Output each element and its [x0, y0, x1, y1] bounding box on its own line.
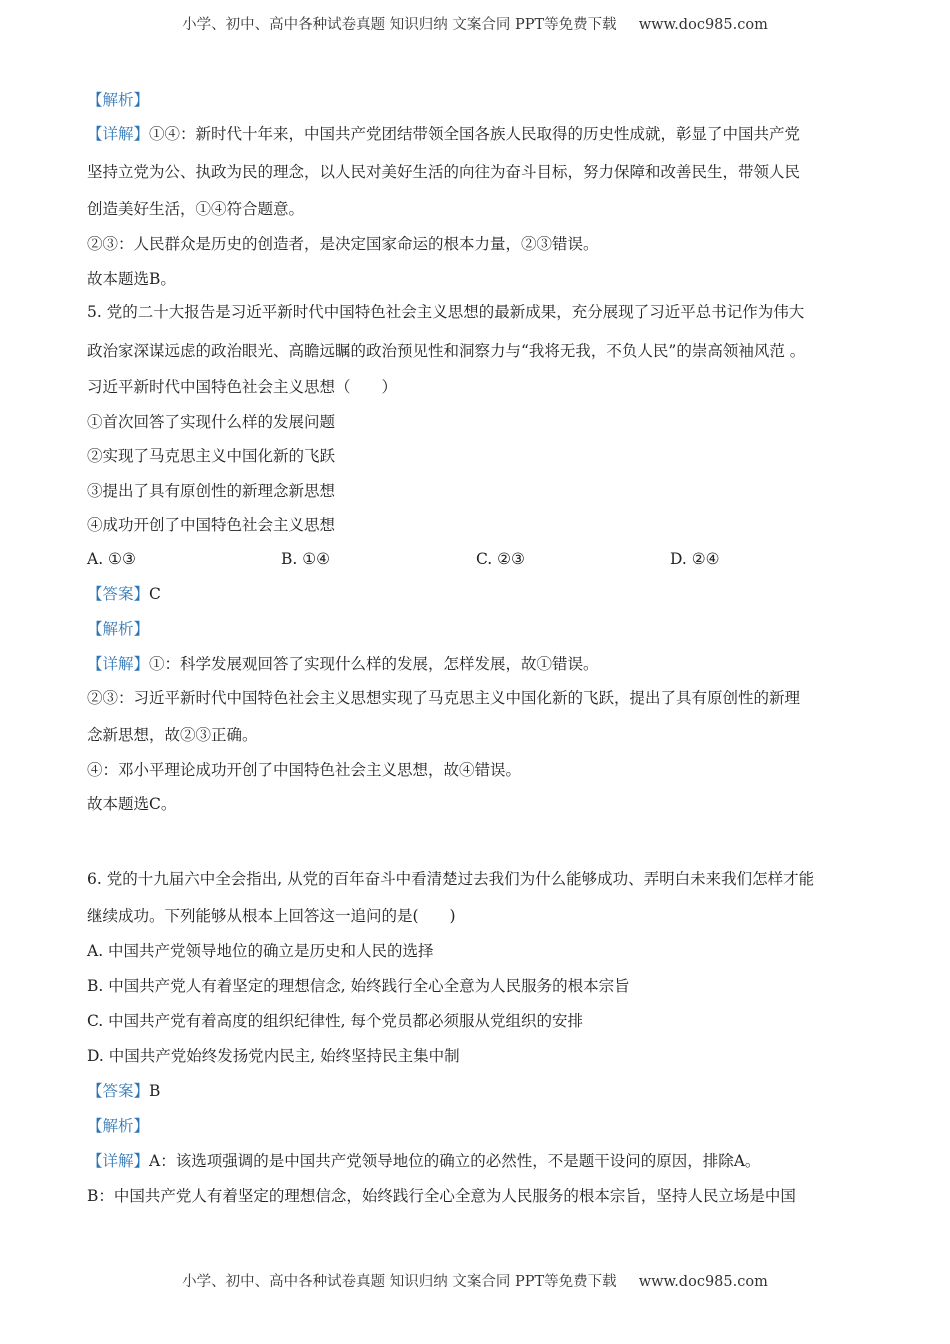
q5-detail-line: ②③：习近平新时代中国特色社会主义思想实现了马克思主义中国化新的飞跃，提出了具有原创性的新理: [87, 689, 801, 707]
q5-stem-line: 政治家深谋远虑的政治眼光、高瞻远瞩的政治预见性和洞察力与“我将无我，不负人民”的崇高领袖风范 。: [87, 342, 806, 360]
q5-option-d: D. ②④: [670, 550, 720, 568]
q6-option-b: B. 中国共产党人有着坚定的理想信念, 始终践行全心全意为人民服务的根本宗旨: [87, 977, 630, 995]
q4-detail-line: 坚持立党为公、执政为民的理念，以人民对美好生活的向往为奋斗目标，努力保障和改善民生，带领人民: [87, 163, 801, 181]
detail-tag: 【详解】: [87, 125, 150, 143]
page-header: [0, 13, 950, 34]
q6-detail-text: A：该选项强调的是中国共产党领导地位的确立的必然性，不是题干设问的原因，排除A。: [149, 1152, 761, 1170]
q6-option-a: A. 中国共产党领导地位的确立是历史和人民的选择: [87, 942, 434, 960]
q5-option-c: C. ②③: [476, 550, 525, 568]
q5-statement: ③提出了具有原创性的新理念新思想: [87, 482, 336, 500]
analysis-tag: 【解析】: [87, 620, 150, 638]
q5-detail-line: [87, 654, 599, 674]
q5-detail-line: 念新思想，故②③正确。: [87, 726, 258, 744]
q5-option-a: A. ①③: [87, 550, 136, 568]
answer-tag: 【答案】: [87, 585, 150, 603]
q5-detail-line: ④：邓小平理论成功开创了中国特色社会主义思想，故④错误。: [87, 761, 522, 779]
q6-detail-line: [87, 1151, 760, 1171]
q4-detail-line: ②③：人民群众是历史的创造者，是决定国家命运的根本力量，②③错误。: [87, 235, 599, 253]
analysis-tag: 【解析】: [87, 91, 150, 109]
q6-detail-line: B：中国共产党人有着坚定的理想信念，始终践行全心全意为人民服务的根本宗旨，坚持人民立场是中国: [87, 1187, 796, 1205]
q5-answer: [87, 584, 161, 604]
detail-tag: 【详解】: [87, 1152, 150, 1170]
q6-option-c: C. 中国共产党有着高度的组织纪律性, 每个党员都必须服从党组织的安排: [87, 1012, 584, 1030]
q4-detail-line: [87, 124, 800, 144]
q5-detail-text: ①：科学发展观回答了实现什么样的发展，怎样发展，故①错误。: [149, 655, 599, 673]
q6-stem-line: 6. 党的十九届六中全会指出, 从党的百年奋斗中看清楚过去我们为什么能够成功、弄明白未来我们怎样才能: [87, 870, 815, 888]
q5-statement: ④成功开创了中国特色社会主义思想: [87, 516, 336, 534]
q6-answer-value: B: [149, 1082, 161, 1100]
answer-tag: 【答案】: [87, 1082, 150, 1100]
q4-conclusion: 故本题选B。: [87, 270, 176, 288]
detail-tag: 【详解】: [87, 655, 150, 673]
q5-stem-line: 习近平新时代中国特色社会主义思想（ ）: [87, 378, 398, 396]
q4-detail-text: ①④：新时代十年来，中国共产党团结带领全国各族人民取得的历史性成就，彰显了中国共产党: [149, 125, 801, 143]
header-text: 小学、初中、高中各种试卷真题 知识归纳 文案合同 PPT等免费下载: [182, 17, 617, 33]
q5-option-b: B. ①④: [281, 550, 331, 568]
q5-answer-value: C: [149, 585, 161, 603]
q4-detail-line: 创造美好生活，①④符合题意。: [87, 200, 305, 218]
q6-stem-line: 继续成功。下列能够从根本上回答这一追问的是( ): [87, 907, 456, 925]
q5-stem-line: 5. 党的二十大报告是习近平新时代中国特色社会主义思想的最新成果，充分展现了习近平总书记作为伟大: [87, 303, 805, 321]
q5-conclusion: 故本题选C。: [87, 795, 177, 813]
analysis-tag: 【解析】: [87, 1117, 150, 1135]
q6-option-d: D. 中国共产党始终发扬党内民主, 始终坚持民主集中制: [87, 1047, 460, 1065]
header-url[interactable]: www.doc985.com: [638, 17, 768, 33]
footer-text: 小学、初中、高中各种试卷真题 知识归纳 文案合同 PPT等免费下载: [182, 1274, 617, 1290]
q5-statement: ①首次回答了实现什么样的发展问题: [87, 413, 336, 431]
q6-answer: [87, 1081, 160, 1101]
footer-url[interactable]: www.doc985.com: [638, 1274, 768, 1290]
q5-statement: ②实现了马克思主义中国化新的飞跃: [87, 447, 336, 465]
page-footer: [0, 1270, 950, 1291]
